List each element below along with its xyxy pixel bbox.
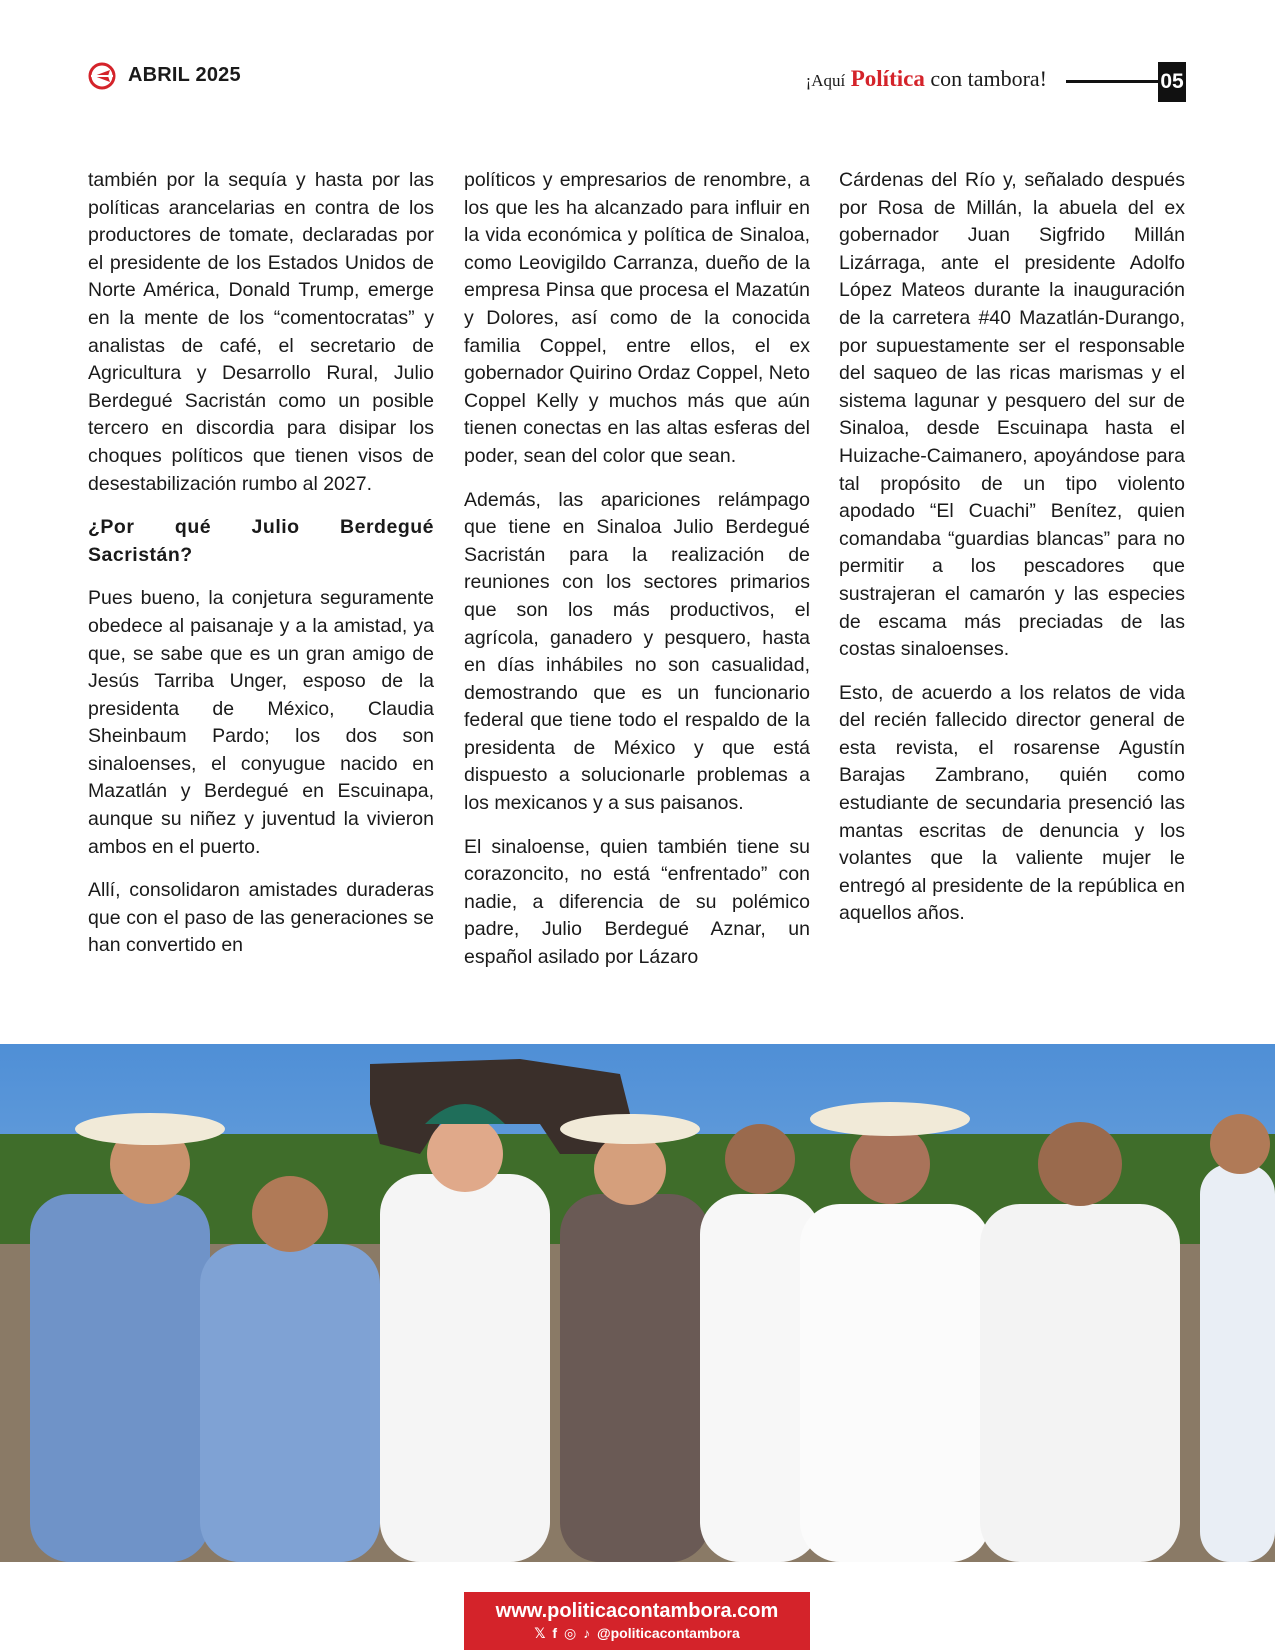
article-column-1	[88, 167, 434, 976]
page-number: 05	[1158, 62, 1186, 102]
slogan-brand: Política	[850, 66, 925, 91]
paragraph: también por la sequía y hasta por las políticas arancelarias en contra de los productores de tomate, declaradas por el presidente de los Estados Unidos de Norte América, Donald Trump, emerge en la mente de los “comentocratas” y analistas de café, el secretario de Agricultura y Desarrollo Rural, Julio Berdegué Sacristán como un posible tercero en discordia para disipar los choques políticos que tienen visos de desestabilización rumbo al 2027.	[88, 169, 434, 495]
paragraph: políticos y empresarios de renombre, a los que les ha alcanzado para influir en la vida económica y política de Sinaloa, como Leovigildo Carranza, dueño de la empresa Pinsa que procesa el Mazatún y Dolores, así como de la conocida familia Coppel, entre ellos, el ex gobernador Quirino Ordaz Coppel, Neto Coppel Kelly y muchos más que aún tienen conectas en las altas esferas del poder, sean del color que sean.	[464, 169, 810, 467]
social-handle[interactable]: @politicacontambora	[596, 1625, 740, 1641]
paragraph: Además, las apariciones relámpago que tiene en Sinaloa Julio Berdegué Sacristán para la realización de reuniones con los sectores primarios que son los más productivos, el agrícola, ganadero y pesquero, hasta en días inhábiles no son casualidad, demostrando que es un funcionario federal que tiene todo el respaldo de la presidenta de México y que está dispuesto a solucionarle problemas a los mexicanos y a sus paisanos.	[464, 488, 810, 815]
issue-date: ABRIL 2025	[128, 64, 241, 86]
footer-banner	[464, 1592, 810, 1650]
paragraph: Cárdenas del Río y, señalado después por Rosa de Millán, la abuela del ex gobernador Juan Sigfrido Millán Lizárraga, ante el presidente Adolfo López Mateos durante la inauguración de la carretera #40 Mazatlán-Durango, por supuestamente ser el responsable del saqueo de las ricas marismas y el sistema lagunar y pesquero del sur de Sinaloa, desde Escuinapa hasta el Huizache-Caimanero, apoyándose para tal propósito de un tipo violento apodado “El Cuachi” Benítez, quien comandaba “guardias blancas” para no permitir a los pescadores que sustrajeran el camarón y las especies de escama más preciadas de las costas sinaloenses.	[839, 169, 1185, 661]
slogan-post: con tambora!	[930, 66, 1047, 91]
instagram-icon[interactable]: ◎	[563, 1625, 577, 1641]
paragraph: Allí, consolidaron amistades duraderas que con el paso de las generaciones se han convertido en	[88, 879, 434, 957]
article-column-3	[839, 167, 1185, 944]
tiktok-icon[interactable]: ♪	[583, 1625, 591, 1641]
social-handles	[464, 1625, 810, 1642]
facebook-icon[interactable]: f	[552, 1625, 558, 1641]
website-link[interactable]: www.politicacontambora.com	[495, 1600, 779, 1622]
header-rule	[1066, 80, 1158, 83]
group-photo	[0, 1044, 1275, 1562]
magazine-logo-icon	[88, 62, 116, 90]
subheading: ¿Por qué Julio Berdegué Sacristán?	[88, 516, 434, 566]
group-photo-illustration	[0, 1044, 1275, 1562]
x-icon[interactable]: 𝕏	[534, 1625, 546, 1641]
paragraph: El sinaloense, quien también tiene su corazoncito, no está “enfrentado” con nadie, a diferencia de su polémico padre, Julio Berdegué Aznar, un español asilado por Lázaro	[464, 835, 810, 969]
article-column-2	[464, 167, 810, 988]
page-header	[0, 0, 1275, 120]
paragraph: Pues bueno, la conjetura seguramente obedece al paisanaje y a la amistad, ya que, se sabe que es un gran amigo de Jesús Tarriba Unger, esposo de la presidenta de México, Claudia Sheinbaum Pardo; los dos son sinaloenses, el conyugue nacido en Mazatlán y Berdegué en Escuinapa, aunque su niñez y juventud la vivieron ambos en el puerto.	[88, 587, 434, 858]
slogan-pre: ¡Aquí	[805, 71, 846, 90]
paragraph: Esto, de acuerdo a los relatos de vida del recién fallecido director general de esta revista, el rosarense Agustín Barajas Zambrano, quién como estudiante de secundaria presenció las mantas escritas de denuncia y los volantes que la valiente mujer le entregó al presidente de la república en aquellos años.	[839, 681, 1185, 925]
slogan	[806, 66, 1047, 92]
